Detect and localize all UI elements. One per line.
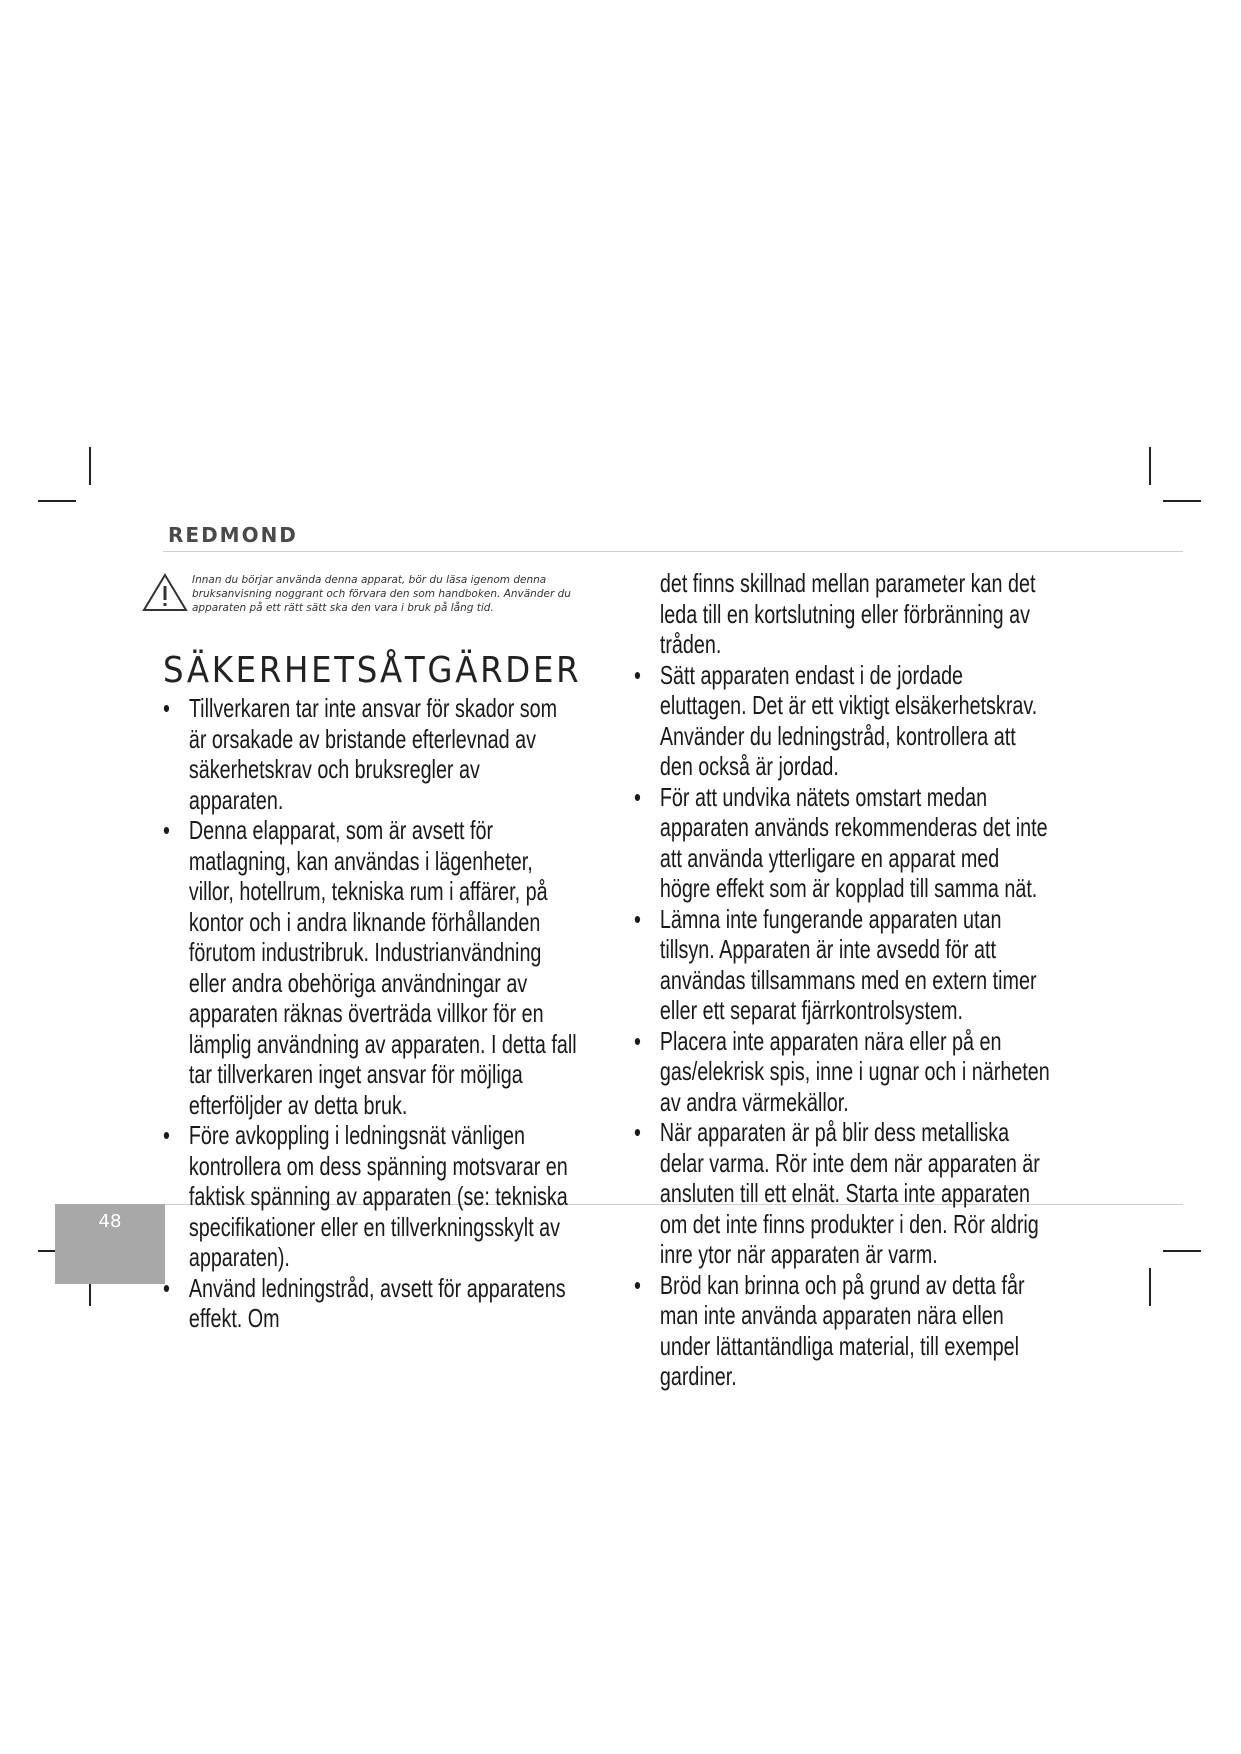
crop-mark-top-left-v — [89, 447, 91, 485]
list-item: • När apparaten är på blir dess metalliska delar varma. Rör inte dem när apparaten är ansluten till ett elnät. Starta inte apparaten om det inte finns produkter i den. Rör aldrig inre ytor när apparaten är varm. — [634, 1117, 1052, 1270]
safety-list-right — [634, 568, 1052, 1392]
page-number-box — [55, 1204, 165, 1284]
safety-list-left — [163, 693, 578, 1334]
header-rule — [163, 551, 1183, 552]
list-item-continuation: det finns skillnad mellan parameter kan det leda till en kortslutning eller förbränning av tråden. — [659, 568, 1036, 659]
crop-mark-bottom-right-v — [1149, 1268, 1151, 1306]
list-item: • Använd ledningstråd, avsett för apparatens effekt. Om — [163, 1273, 578, 1334]
list-item: • Denna elapparat, som är avsett för matlagning, kan användas i lägenheter, villor, hotellrum, tekniska rum i affärer, på kontor och i andra liknande förhållanden förutom industribruk. Industrianvändning eller andra obehöriga användningar av apparaten räknas överträda villkor för en lämplig användning av apparaten. I detta fall tar tillverkaren inget ansvar för möjliga efterföljder av detta bruk. — [163, 815, 578, 1120]
brand-logo: REDMOND — [168, 523, 298, 547]
crop-mark-top-right-h — [1163, 500, 1201, 502]
page-number: 48 — [98, 1211, 122, 1232]
intro-note: Innan du börjar använda denna apparat, bör du läsa igenom denna bruksanvisning noggrant och förvara den som handboken. Använder du apparaten på ett rätt sätt ska den vara i bruk på lång tid. — [192, 574, 571, 614]
list-item: • Placera inte apparaten nära eller på en gas/elekrisk spis, inne i ugnar och i närheten av andra värmekällor. — [634, 1026, 1052, 1118]
page-title: SÄKERHETSÅTGÄRDER — [163, 650, 582, 691]
list-item: • Sätt apparaten endast i de jordade eluttagen. Det är ett viktigt elsäkerhetskrav. Använder du ledningstråd, kontrollera att den också är jordad. — [634, 660, 1052, 782]
list-item: • För att undvika nätets omstart medan apparaten används rekommenderas det inte att använda ytterligare en apparat med högre effekt som är kopplad till samma nät. — [634, 782, 1052, 904]
list-item: • Tillverkaren tar inte ansvar för skador som är orsakade av bristande efterlevnad av säkerhetskrav och bruksregler av apparaten. — [163, 693, 578, 815]
list-item: • Bröd kan brinna och på grund av detta får man inte använda apparaten nära ellen under lättantändliga material, till exempel gardiner. — [634, 1270, 1052, 1392]
list-item: • Lämna inte fungerande apparaten utan tillsyn. Apparaten är inte avsedd för att användas tillsammans med en extern timer eller ett separat fjärrkontrolsystem. — [634, 904, 1052, 1026]
crop-mark-top-right-v — [1149, 447, 1151, 485]
warning-triangle-icon — [142, 572, 188, 612]
crop-mark-bottom-right-h — [1163, 1250, 1201, 1252]
list-item: • Före avkoppling i ledningsnät vänligen kontrollera om dess spänning motsvarar en faktisk spänning av apparaten (se: tekniska specifikationer eller en tillverkningsskylt av apparaten). — [163, 1120, 578, 1273]
crop-mark-top-left-h — [38, 500, 76, 502]
